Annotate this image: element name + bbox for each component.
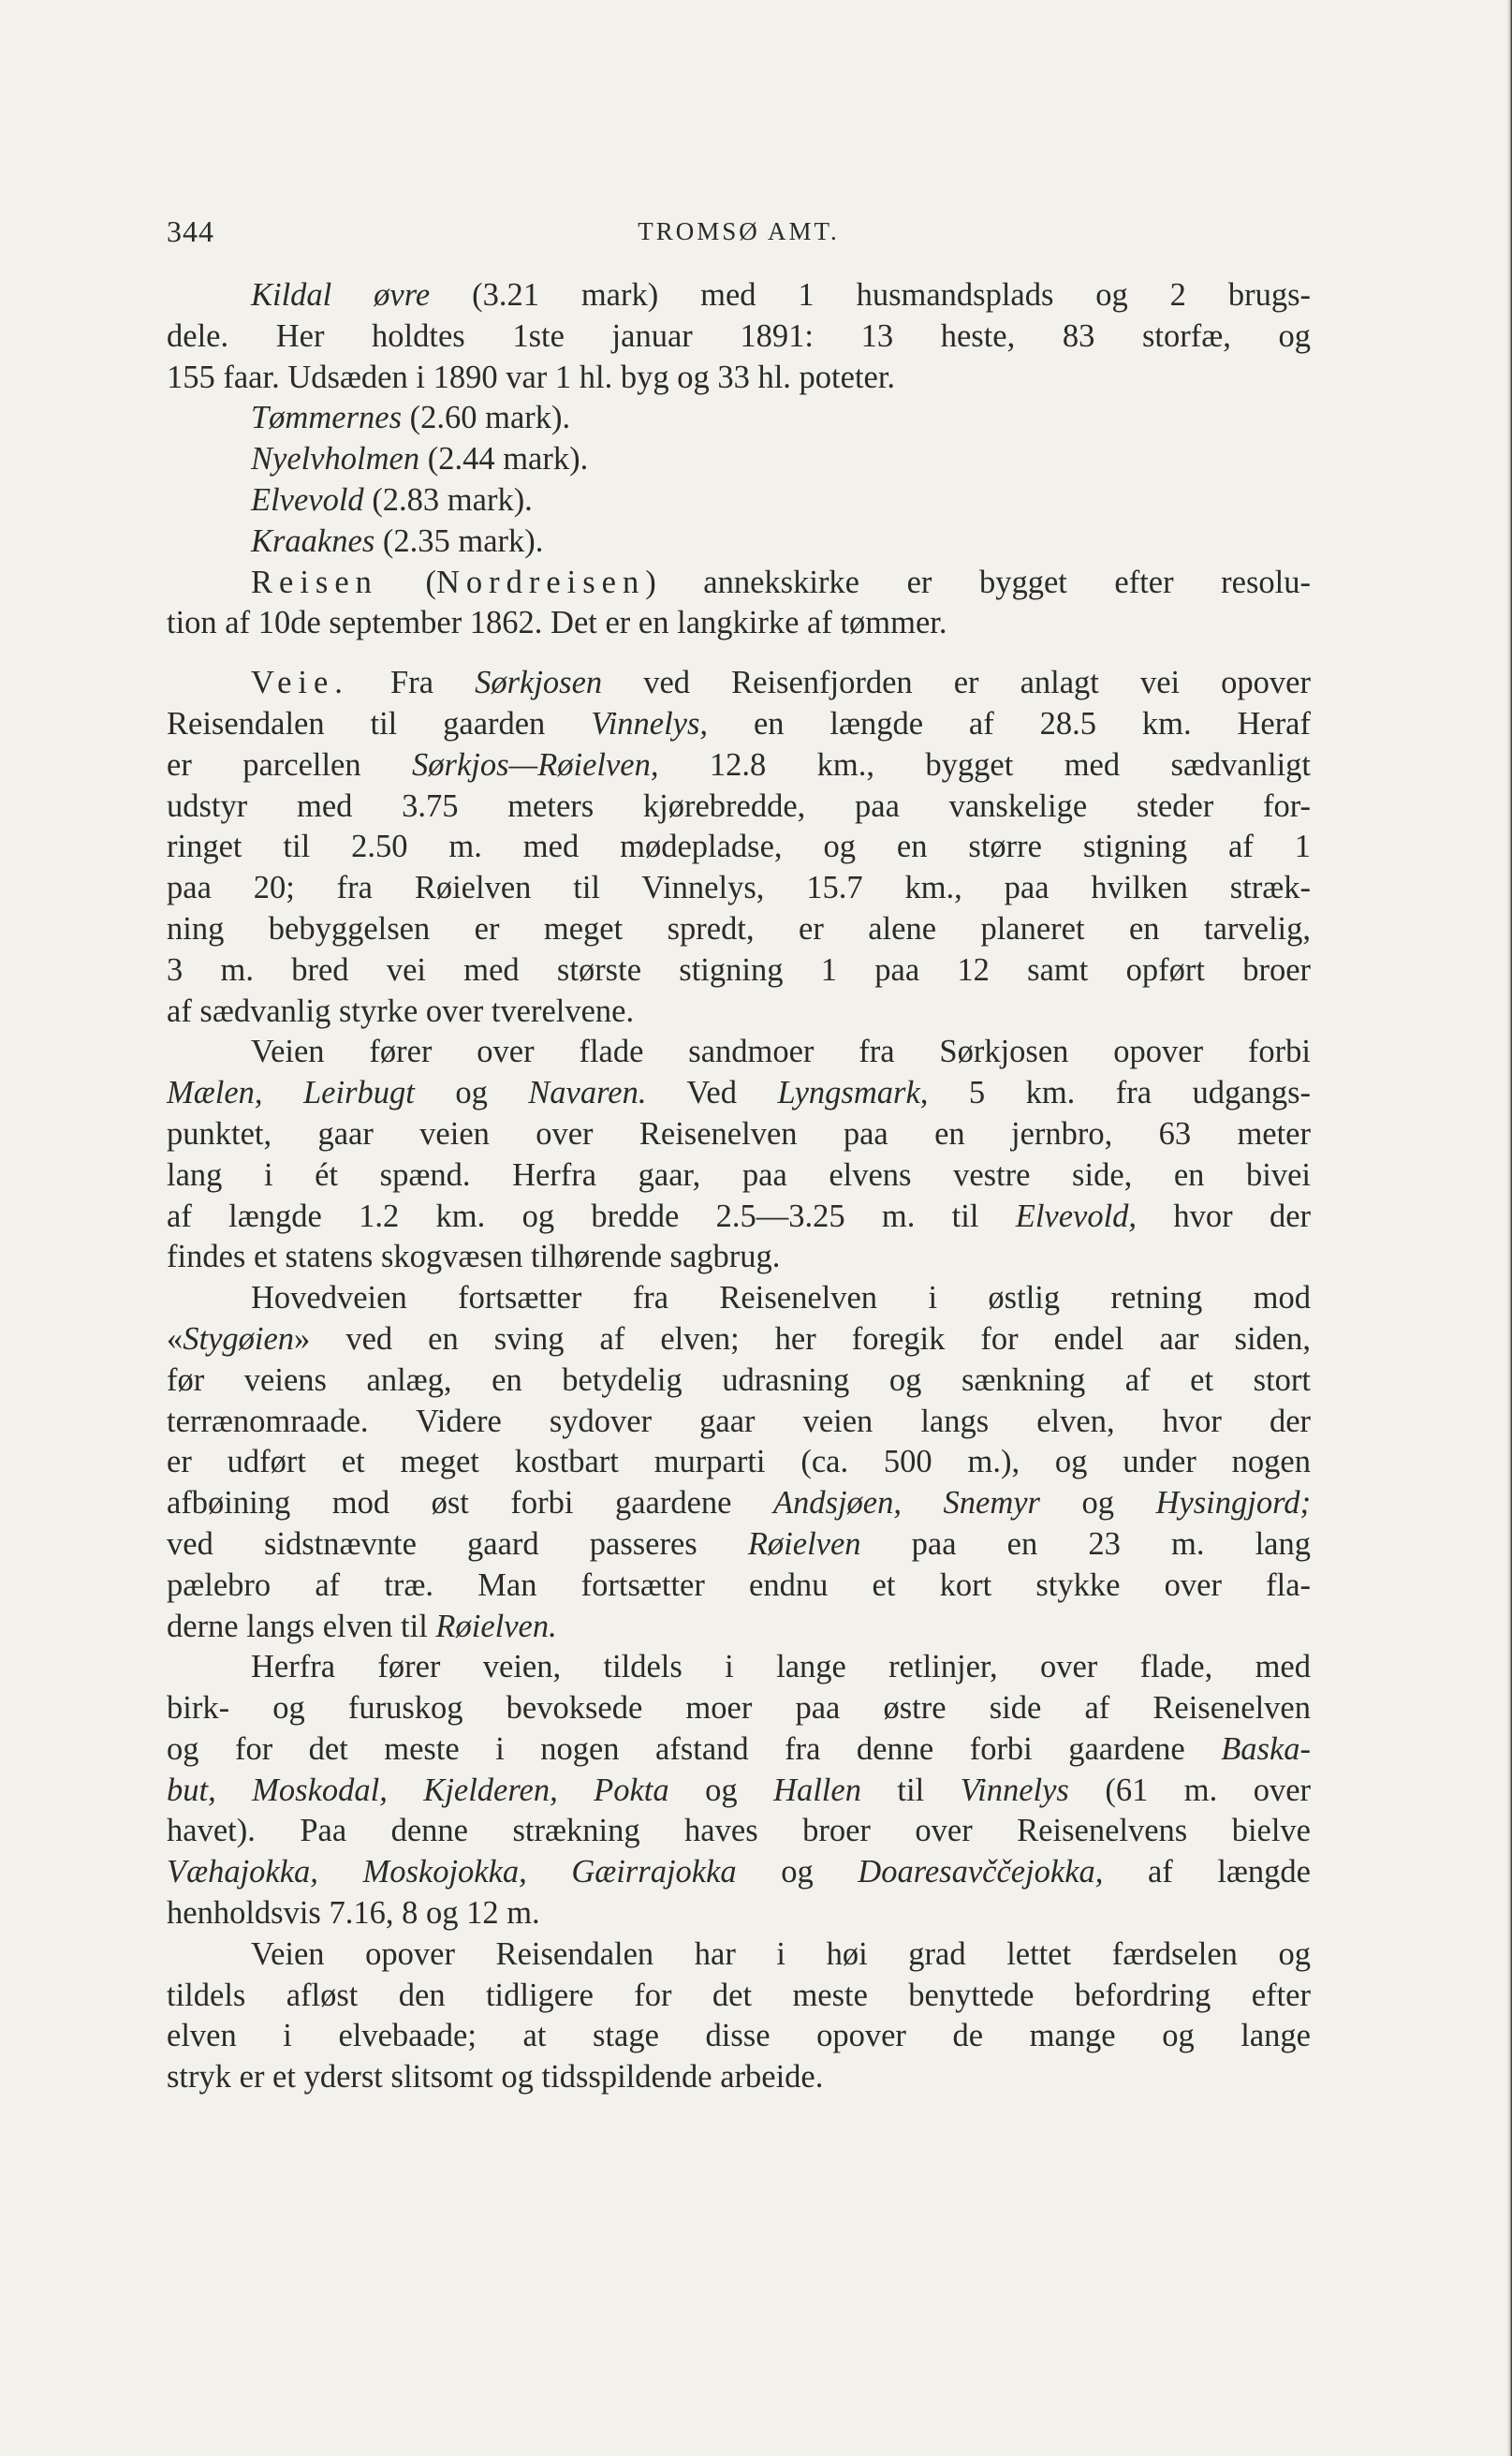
italic-text: Doaresavččejokka, xyxy=(858,1854,1104,1890)
page-header xyxy=(167,208,1311,255)
text-line xyxy=(167,1442,1311,1483)
text-segment: og xyxy=(668,1772,774,1808)
text-line xyxy=(167,1278,1311,1319)
spaced-text: Reisen xyxy=(251,564,378,600)
text-line xyxy=(167,1976,1311,2017)
italic-text: Elvevold, xyxy=(1015,1198,1138,1234)
paragraph xyxy=(167,1278,1311,1647)
paragraph xyxy=(167,1934,1311,2098)
text-segment: findes et statens skogvæsen tilhørende sagbrug. xyxy=(167,1239,781,1275)
text-segment: af længde 1.2 km. og bredde 2.5—3.25 m. til xyxy=(167,1198,1016,1234)
italic-text: Mælen, Leirbugt xyxy=(167,1075,415,1111)
text-line xyxy=(167,704,1311,745)
text-segment: dele. Her holdtes 1ste januar 1891: 13 heste, 83 storfæ, og xyxy=(167,317,1311,354)
text-line xyxy=(167,1032,1311,1073)
paragraph xyxy=(167,563,1311,645)
italic-text: Baska- xyxy=(1221,1730,1311,1767)
italic-text: Kildal øvre xyxy=(251,277,431,313)
text-segment: stryk er et yderst slitsomt og tidsspildende arbeide. xyxy=(167,2059,824,2096)
italic-text: Vinnelys, xyxy=(591,705,709,742)
text-segment: punktet, gaar veien over Reisenelven paa en jernbro, 63 meter xyxy=(167,1115,1311,1152)
text-segment: af sædvanlig styrke over tverelvene. xyxy=(167,993,635,1029)
italic-text: Væhajokka, Moskojokka, Gæirrajokka xyxy=(167,1854,737,1890)
text-line xyxy=(167,1073,1311,1114)
text-segment: derne langs elven til xyxy=(167,1608,436,1644)
text-line xyxy=(167,1607,1311,1648)
text-segment: (61 m. over xyxy=(1068,1772,1311,1808)
text-segment: og xyxy=(1039,1485,1156,1522)
text-line xyxy=(167,398,1311,439)
text-line xyxy=(167,1771,1311,1812)
text-segment: lang i ét spænd. Herfra gaar, paa elvens vestre side, en bivei xyxy=(167,1156,1311,1193)
text-line xyxy=(167,909,1311,950)
spaced-text: Nordreisen xyxy=(435,564,646,600)
text-line xyxy=(167,1524,1311,1566)
text-segment: ) annekskirke er bygget efter resolu- xyxy=(645,564,1311,600)
text-segment: før veiens anlæg, en betydelig udrasning og sænkning af et stort xyxy=(167,1361,1311,1398)
text-segment: Veien fører over flade sandmoer fra Sørkjosen opover forbi xyxy=(251,1034,1311,1070)
paragraph xyxy=(167,275,1311,563)
text-segment: « xyxy=(167,1320,183,1357)
text-line xyxy=(167,275,1311,316)
italic-text: Sørkjos—Røielven, xyxy=(412,746,659,783)
text-segment: ( xyxy=(377,564,436,600)
text-segment: (2.60 mark). xyxy=(402,400,571,436)
text-segment: udstyr med 3.75 meters kjørebredde, paa vanskelige steder for- xyxy=(167,787,1311,824)
text-line xyxy=(167,992,1311,1033)
text-segment: er udført et meget kostbart murparti (ca. 500 m.), og under nogen xyxy=(167,1444,1311,1480)
text-segment: paa en 23 m. lang xyxy=(860,1525,1311,1562)
text-segment: hvor der xyxy=(1137,1198,1311,1234)
text-segment: ved Reisenfjorden er anlagt vei opover xyxy=(602,665,1311,701)
text-line xyxy=(167,1402,1311,1443)
italic-text: but, Moskodal, Kjelderen, Pokta xyxy=(167,1772,669,1808)
text-segment: og for det meste i nogen afstand fra denne forbi gaardene xyxy=(167,1730,1222,1767)
spaced-text: Veie. xyxy=(251,665,349,701)
text-line xyxy=(167,2057,1311,2098)
text-line xyxy=(167,1893,1311,1934)
text-line xyxy=(167,439,1311,480)
italic-text: Røielven. xyxy=(435,1608,557,1644)
italic-text: Tømmernes xyxy=(251,400,402,436)
text-segment: af længde xyxy=(1103,1854,1311,1890)
text-line xyxy=(167,1647,1311,1688)
paragraph xyxy=(167,1032,1311,1278)
text-segment: afbøining mod øst forbi gaardene xyxy=(167,1485,773,1522)
text-segment: Veien opover Reisendalen har i høi grad lettet færdselen og xyxy=(251,1935,1311,1972)
text-segment: (2.35 mark). xyxy=(374,522,544,559)
text-segment: 3 m. bred vei med største stigning 1 paa 12 samt opført broer xyxy=(167,951,1311,988)
text-segment: (2.44 mark). xyxy=(419,441,589,478)
italic-text: Lyngsmark, xyxy=(777,1075,929,1111)
text-segment: paa 20; fra Røielven til Vinnelys, 15.7 km., paa hvilken stræk- xyxy=(167,870,1311,906)
text-line xyxy=(167,563,1311,604)
text-line xyxy=(167,1566,1311,1607)
text-segment: (3.21 mark) med 1 husmandsplads og 2 brugs- xyxy=(430,277,1311,313)
italic-text: Stygøien xyxy=(183,1320,295,1357)
body-text xyxy=(167,275,1311,2098)
text-line xyxy=(167,1114,1311,1155)
running-title: TROMSØ AMT. xyxy=(638,217,840,245)
text-line xyxy=(167,603,1311,644)
text-line xyxy=(167,480,1311,522)
text-segment: pælebro af træ. Man fortsætter endnu et kort stykke over fla- xyxy=(167,1566,1311,1603)
text-line xyxy=(167,1237,1311,1278)
text-segment: birk- og furuskog bevoksede moer paa østre side af Reisenelven xyxy=(167,1690,1311,1727)
text-segment: 5 km. fra udgangs- xyxy=(928,1075,1312,1111)
text-segment: og xyxy=(414,1075,529,1111)
text-segment: 155 faar. Udsæden i 1890 var 1 hl. byg og 33 hl. poteter. xyxy=(167,359,896,395)
italic-text: Nyelvholmen xyxy=(251,441,420,478)
text-segment: til xyxy=(860,1772,961,1808)
paragraph xyxy=(167,1647,1311,1934)
text-segment: Herfra fører veien, tildels i lange retlinjer, over flade, med xyxy=(251,1649,1311,1685)
text-line xyxy=(167,522,1311,563)
text-segment: Hovedveien fortsætter fra Reisenelven i østlig retning mod xyxy=(251,1280,1311,1316)
text-line xyxy=(167,358,1311,399)
paragraph xyxy=(167,663,1311,1032)
text-segment: terrænomraade. Videre sydover gaar veien langs elven, hvor der xyxy=(167,1403,1311,1439)
text-line xyxy=(167,1934,1311,1976)
italic-text: Navaren. xyxy=(528,1075,647,1111)
italic-text: Vinnelys xyxy=(960,1772,1069,1808)
page-number: 344 xyxy=(167,214,214,248)
text-line xyxy=(167,868,1311,909)
text-segment: Fra xyxy=(348,665,476,701)
text-segment: havet). Paa denne strækning haves broer over Reisenelvens bielve xyxy=(167,1813,1311,1849)
text-line xyxy=(167,1155,1311,1197)
text-line xyxy=(167,787,1311,828)
text-segment: ning bebyggelsen er meget spredt, er alene planeret en tarvelig, xyxy=(167,910,1311,947)
text-line xyxy=(167,1319,1311,1360)
text-segment: elven i elvebaade; at stage disse opover de mange og lange xyxy=(167,2018,1311,2054)
text-segment: ringet til 2.50 m. med mødepladse, og en større stigning af 1 xyxy=(167,829,1311,865)
paragraph-gap xyxy=(167,644,1311,663)
italic-text: Hallen xyxy=(773,1772,861,1808)
text-line xyxy=(167,1811,1311,1852)
text-segment: ved sidstnævnte gaard passeres xyxy=(167,1525,748,1562)
text-line xyxy=(167,316,1311,358)
text-line xyxy=(167,1852,1311,1893)
text-line xyxy=(167,2016,1311,2057)
italic-text: Kraaknes xyxy=(251,522,375,559)
text-segment: henholdsvis 7.16, 8 og 12 m. xyxy=(167,1895,540,1932)
text-segment: 12.8 km., bygget med sædvanligt xyxy=(658,746,1311,783)
text-segment: Reisendalen til gaarden xyxy=(167,705,592,742)
text-segment: Ved xyxy=(646,1075,778,1111)
text-segment: er parcellen xyxy=(167,746,413,783)
italic-text: Sørkjosen xyxy=(475,665,603,701)
text-line xyxy=(167,1483,1311,1524)
text-line xyxy=(167,1197,1311,1238)
text-segment: en længde af 28.5 km. Heraf xyxy=(708,705,1311,742)
italic-text: Røielven xyxy=(747,1525,861,1562)
text-line xyxy=(167,745,1311,787)
text-segment: og xyxy=(736,1854,859,1890)
text-segment: (2.83 mark). xyxy=(363,481,533,518)
text-line xyxy=(167,663,1311,704)
text-line xyxy=(167,950,1311,992)
text-segment: » ved en sving af elven; her foregik for endel aar siden, xyxy=(294,1320,1311,1357)
page-edge xyxy=(1506,0,1512,2456)
italic-text: Hysingjord; xyxy=(1155,1485,1311,1522)
text-segment: tion af 10de september 1862. Det er en langkirke af tømmer. xyxy=(167,605,947,641)
text-line xyxy=(167,1729,1311,1771)
text-line xyxy=(167,1688,1311,1729)
italic-text: Andsjøen, Snemyr xyxy=(772,1485,1040,1522)
italic-text: Elvevold xyxy=(251,481,364,518)
text-line xyxy=(167,1360,1311,1402)
text-line xyxy=(167,827,1311,868)
text-segment: tildels afløst den tidligere for det meste benyttede befordring efter xyxy=(167,1977,1311,2013)
